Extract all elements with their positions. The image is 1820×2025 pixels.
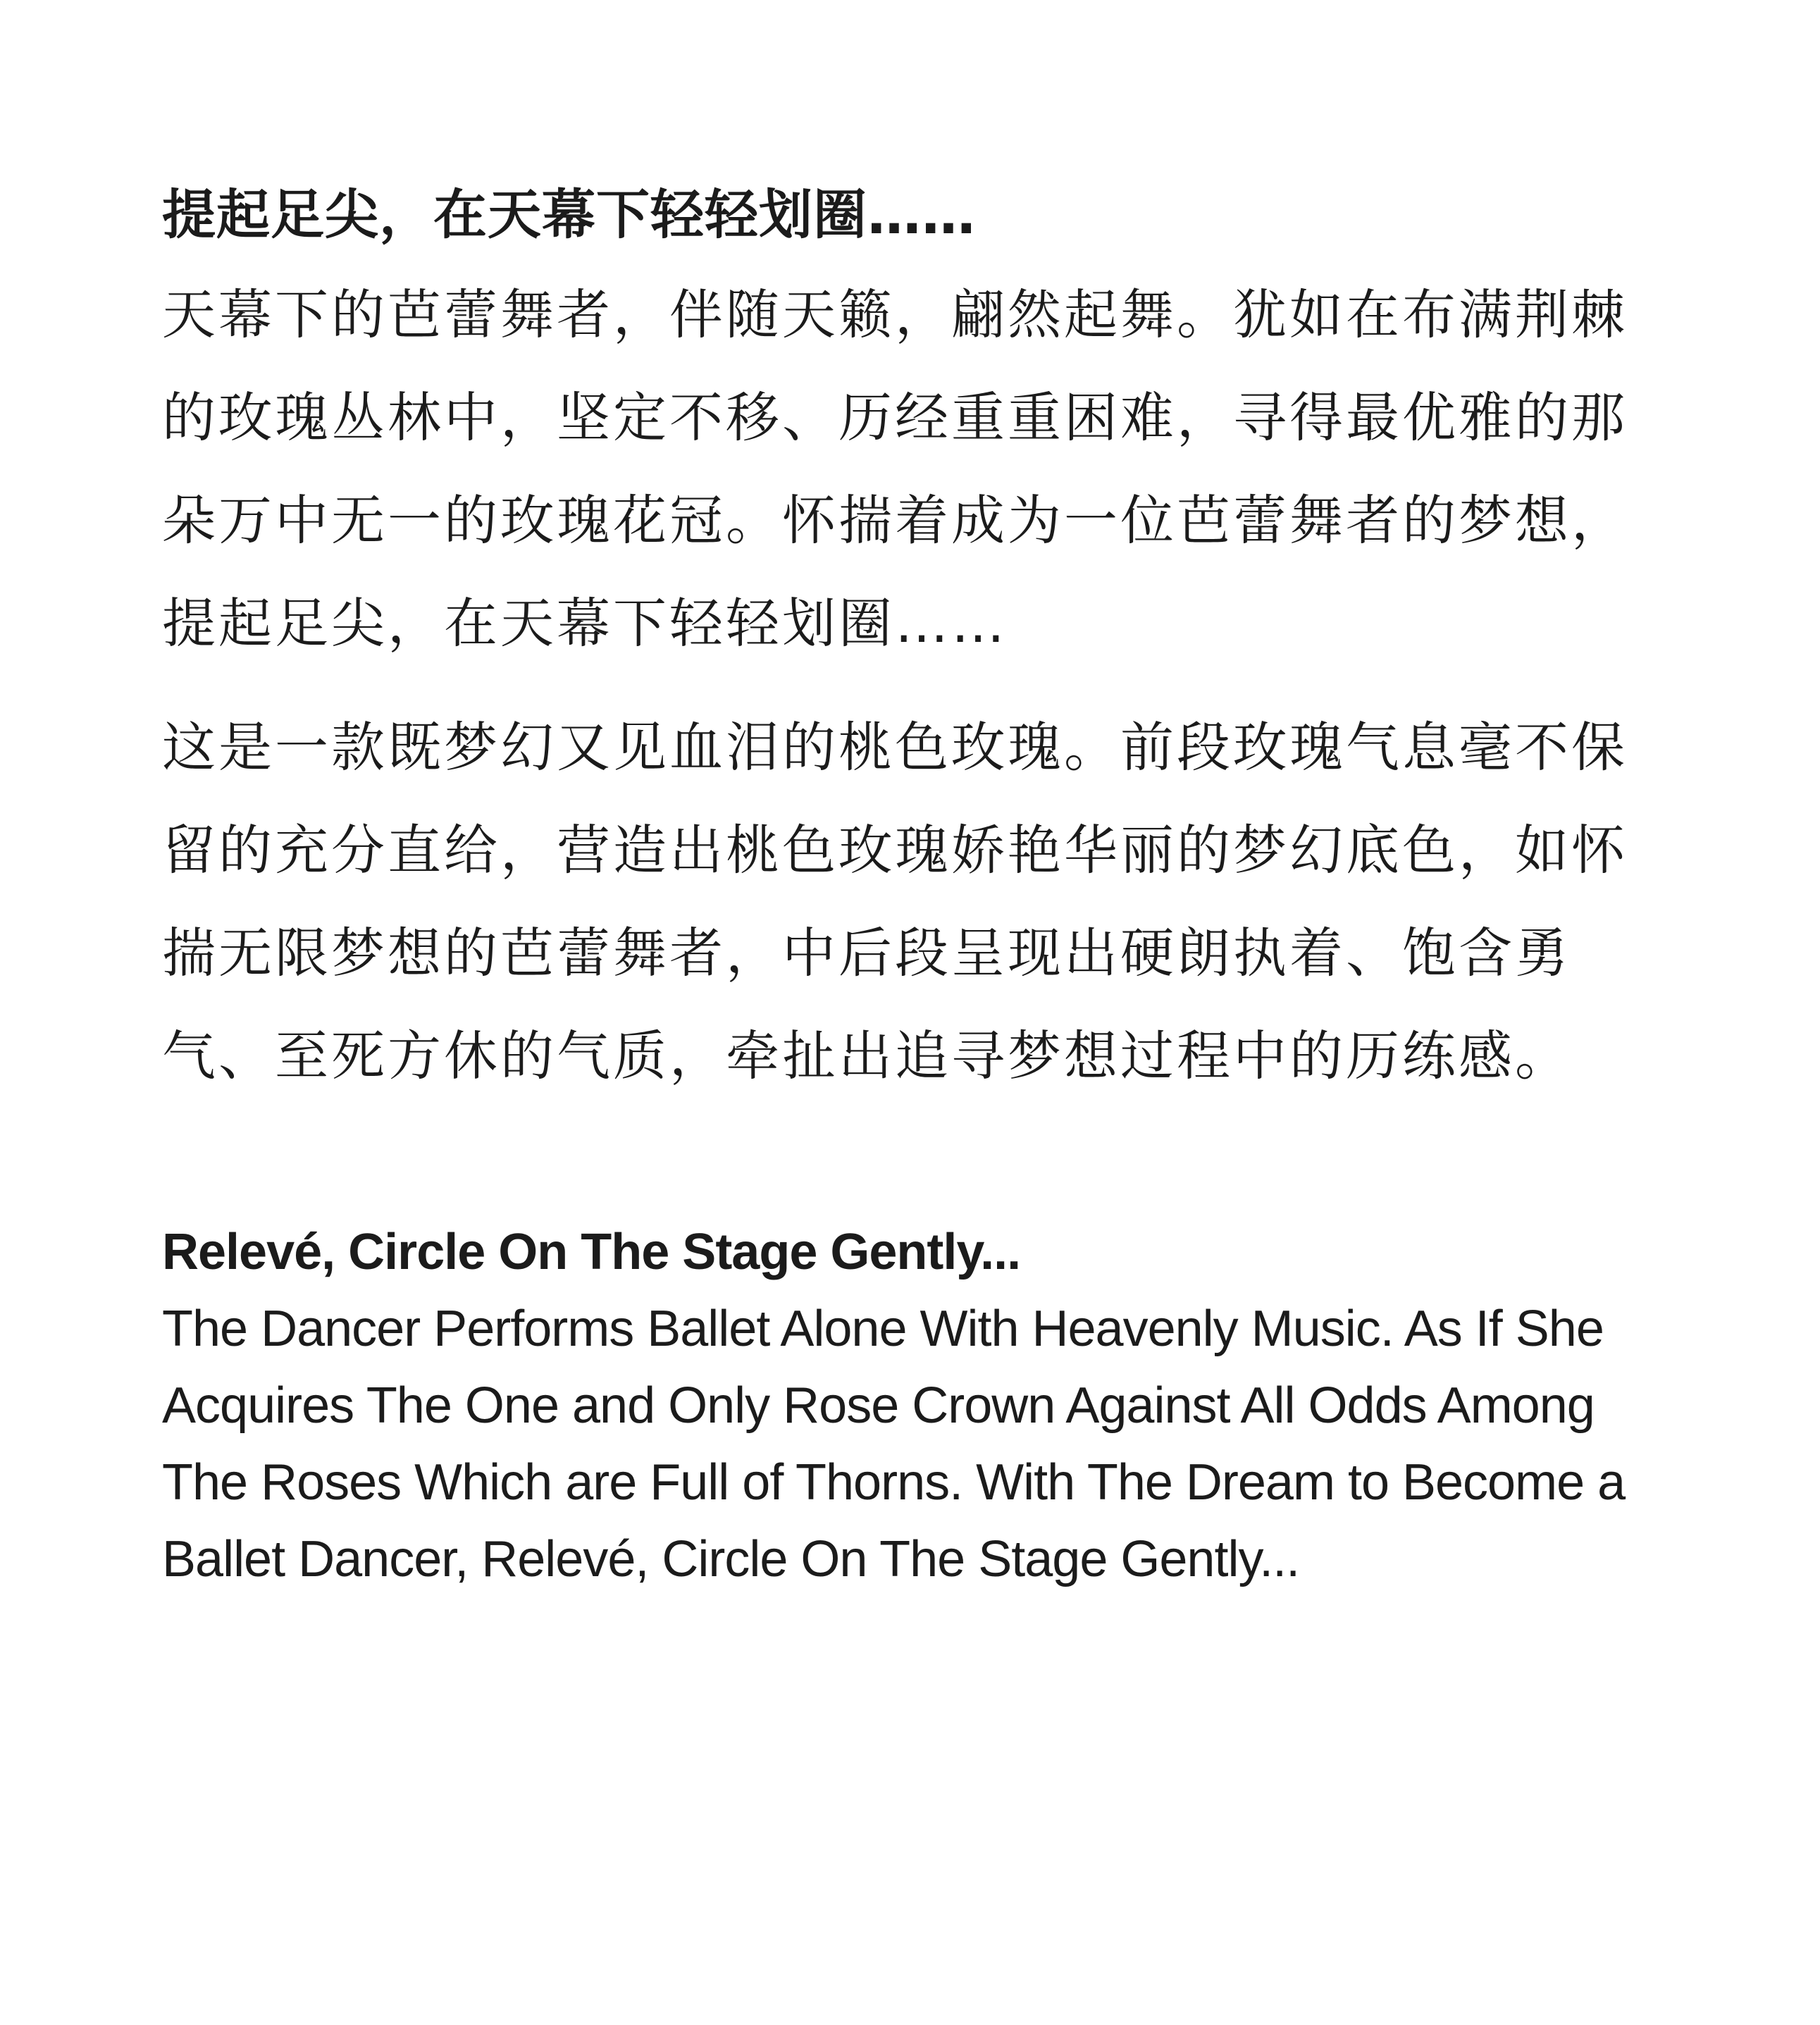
english-paragraph: The Dancer Performs Ballet Alone With Heavenly Music. As If She Acquires The One and Only Rose Crown Against All Odds Among The Roses Which are Full of Thorns. With The Dream to Become a Ballet Dancer, Relevé, Circle On The Stage Gently... [162,1301,1626,1587]
chinese-heading: 提起足尖，在天幕下轻轻划圈…… [162,183,976,246]
chinese-paragraph-description: 这是一款既梦幻又见血泪的桃色玫瑰。前段玫瑰气息毫不保留的充分直给，营造出桃色玫瑰娇艳华丽的梦幻底色，如怀揣无限梦想的芭蕾舞者，中后段呈现出硬朗执着、饱含勇气、至死方休的气质，牵扯出追寻梦想过程中的历练感。 [162,716,1628,1087]
english-section [162,1213,1663,1598]
english-heading: Relevé, Circle On The Stage Gently... [162,1224,1021,1280]
chinese-paragraph-story: 天幕下的芭蕾舞者，伴随天籁，翩然起舞。犹如在布满荆棘的玫瑰丛林中，坚定不移、历经重重困难，寻得最优雅的那朵万中无一的玫瑰花冠。怀揣着成为一位芭蕾舞者的梦想，提起足尖，在天幕下轻轻划圈…… [162,283,1628,655]
article-content [162,169,1663,1598]
